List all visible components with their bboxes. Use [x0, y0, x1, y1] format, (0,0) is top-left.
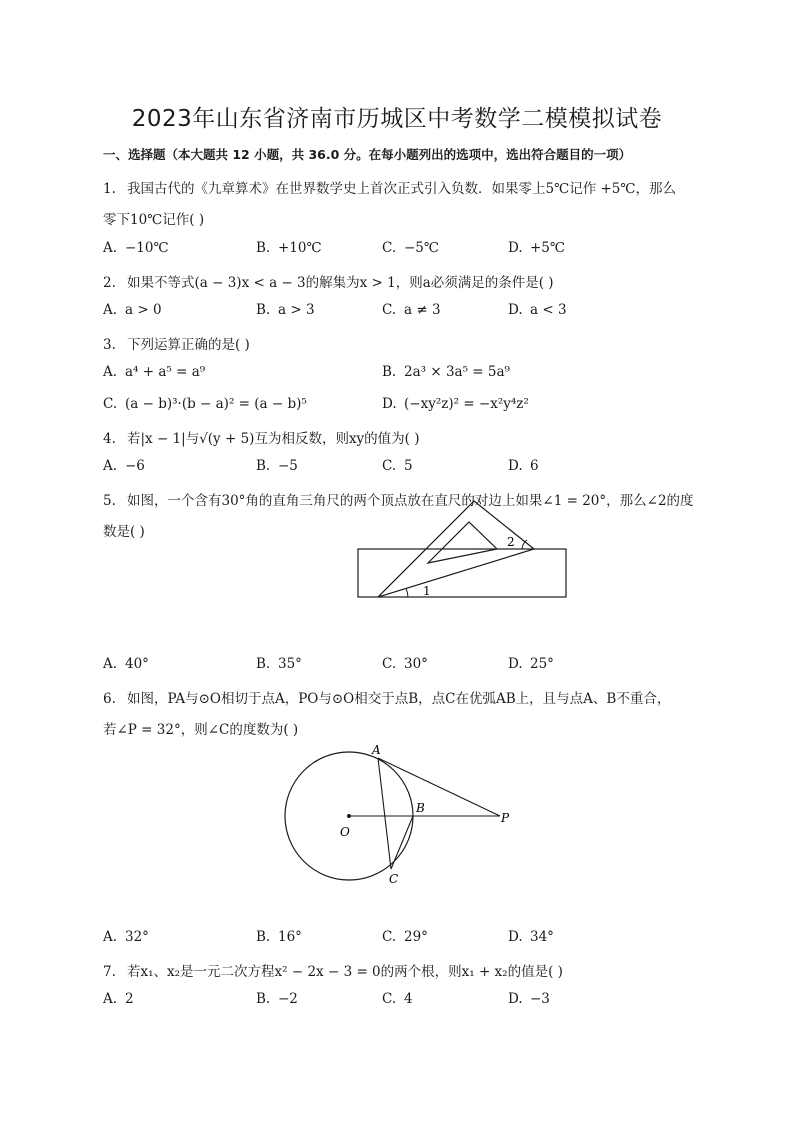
- question-3-option-c: C. (a − b)³·(b − a)² = (a − b)⁵: [103, 396, 307, 412]
- question-7-number: 7.: [103, 964, 116, 980]
- question-6-option-a: A. 32°: [103, 929, 149, 945]
- question-7-option-c: C. 4: [382, 991, 413, 1007]
- question-2-number: 2.: [103, 275, 116, 291]
- question-3-option-a: A. a⁴ + a⁵ = a⁹: [103, 364, 206, 380]
- question-1-option-a: A. −10℃: [103, 240, 169, 256]
- label-c: C: [389, 872, 399, 886]
- question-6-line-1: 6. 如图，PA与⊙O相切于点A，PO与⊙O相交于点B，点C在优弧AB上，且与点A、B不重合，: [103, 691, 671, 707]
- chord-ac: [378, 758, 391, 869]
- question-6-option-d: D. 34°: [508, 929, 554, 945]
- question-2-option-b: B. a > 3: [256, 302, 315, 318]
- question-5-option-a: A. 40°: [103, 656, 149, 672]
- question-5-option-d: D. 25°: [508, 656, 554, 672]
- question-1-option-c: C. −5℃: [382, 240, 440, 256]
- angle-1-label: 1: [423, 584, 431, 598]
- question-2-option-c: C. a ≠ 3: [382, 302, 441, 318]
- question-6-number: 6.: [103, 691, 116, 707]
- question-1-option-b: B. +10℃: [256, 240, 322, 256]
- question-2-option-d: D. a < 3: [508, 302, 567, 318]
- question-3-number: 3.: [103, 337, 116, 353]
- page-title: 2023年山东省济南市历城区中考数学二模模拟试卷: [131, 106, 663, 132]
- question-2-option-a: A. a > 0: [103, 302, 162, 318]
- question-5-option-b: B. 35°: [256, 656, 302, 672]
- question-7-option-b: B. −2: [256, 991, 298, 1007]
- label-b: B: [416, 801, 425, 815]
- question-4-option-b: B. −5: [256, 458, 298, 474]
- tangent-pa: [378, 758, 500, 816]
- angle-2-label: 2: [507, 535, 515, 549]
- question-7-line-1: 7. 若x₁、x₂是一元二次方程x² − 2x − 3 = 0的两个根，则x₁ + x₂的值是( ): [103, 964, 563, 980]
- question-5-line-1: 5. 如图，一个含有30°角的直角三角尺的两个顶点放在直尺的对边上如果∠1 = 20°，那么∠2的度: [103, 493, 694, 509]
- question-6-option-c: C. 29°: [382, 929, 428, 945]
- label-o: O: [340, 825, 350, 839]
- question-6-line-2: 若∠P = 32°，则∠C的度数为( ): [103, 722, 299, 738]
- question-3-option-b: B. 2a³ × 3a⁵ = 5a⁹: [382, 364, 510, 380]
- question-4-option-a: A. −6: [103, 458, 145, 474]
- question-4-number: 4.: [103, 431, 116, 447]
- label-p: P: [501, 811, 510, 825]
- question-5-option-c: C. 30°: [382, 656, 428, 672]
- question-4-option-d: D. 6: [508, 458, 539, 474]
- question-7-option-a: A. 2: [103, 991, 134, 1007]
- question-3-line-1: 3. 下列运算正确的是( ): [103, 337, 250, 353]
- question-4-option-c: C. 5: [382, 458, 413, 474]
- question-4-line-1: 4. 若|x − 1|与√(y + 5)互为相反数，则xy的值为( ): [103, 431, 420, 447]
- question-1-option-d: D. +5℃: [508, 240, 566, 256]
- question-1-number: 1.: [103, 181, 116, 197]
- label-a: A: [372, 743, 381, 757]
- question-3-option-d: D. (−xy²z)² = −x²y⁴z²: [382, 396, 529, 412]
- question-6-option-b: B. 16°: [256, 929, 302, 945]
- question-7-option-d: D. −3: [508, 991, 550, 1007]
- question-1-line-2: 零下10℃记作( ): [103, 212, 205, 228]
- section-heading: 一、选择题（本大题共 12 小题，共 36.0 分。在每小题列出的选项中，选出符合题目的一项）: [103, 147, 632, 162]
- question-5-number: 5.: [103, 493, 116, 509]
- center-dot: [347, 814, 351, 818]
- question-1-line-1: 1. 我国古代的《九章算术》在世界数学史上首次正式引入负数．如果零上5℃记作 +5℃，那么: [103, 181, 676, 197]
- question-2-line-1: 2. 如果不等式(a − 3)x < a − 3的解集为x > 1，则a必须满足的条件是( ): [103, 275, 554, 291]
- question-5-line-2: 数是( ): [103, 524, 145, 540]
- chord-bc: [391, 816, 413, 869]
